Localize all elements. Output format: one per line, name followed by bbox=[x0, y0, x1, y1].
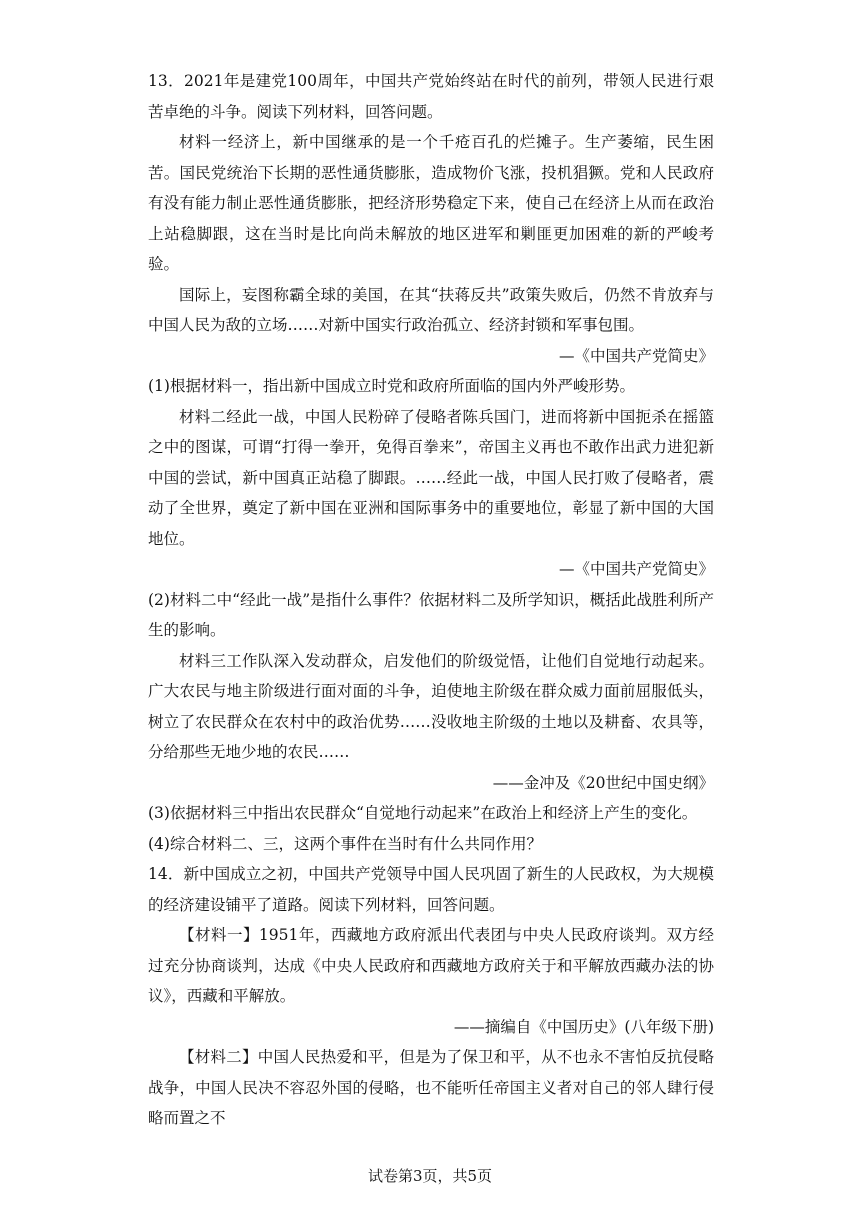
q14-stem: 14．新中国成立之初，中国共产党领导中国人民巩固了新生的人民政权，为大规模的经济建设铺平了道路。阅读下列材料，回答问题。 bbox=[148, 865, 714, 914]
q13-material-3-source: ——金冲及《20世纪中国史纲》 bbox=[492, 773, 714, 792]
q14-material-1: 【材料一】1951年，西藏地方政府派出代表团与中央人民政府谈判。双方经过充分协商谈判，达成《中央人民政府和西藏地方政府关于和平解放西藏办法的协议》，西藏和平解放。 bbox=[148, 926, 714, 1005]
q13-sub-question-2: (2)材料二中“经此一战”是指什么事件？依据材料二及所学知识，概括此战胜利所产生的影响。 bbox=[148, 590, 714, 639]
q14-material-2: 【材料二】中国人民热爱和平，但是为了保卫和平，从不也永不害怕反抗侵略战争，中国人民决不容忍外国的侵略，也不能听任帝国主义者对自己的邻人肆行侵略而置之不 bbox=[148, 1048, 714, 1127]
page-content bbox=[148, 66, 714, 1134]
q13-material-2: 材料二经此一战，中国人民粉碎了侵略者陈兵国门，进而将新中国扼杀在摇篮之中的图谋，可谓“打得一拳开，免得百拳来”，帝国主义再也不敢作出武力进犯新中国的尝试，新中国真正站稳了脚跟。……经此一战，中国人民打败了侵略者，震动了全世界，奠定了新中国在亚洲和国际事务中的重要地位，彰显了新中国的大国地位。 bbox=[148, 407, 714, 548]
q13-sub-question-4: (4)综合材料二、三，这两个事件在当时有什么共同作用？ bbox=[148, 834, 542, 853]
q14-material-1-source: ——摘编自《中国历史》(八年级下册) bbox=[453, 1017, 714, 1036]
q13-sub-question-3: (3)依据材料三中指出农民群众“自觉地行动起来”在政治上和经济上产生的变化。 bbox=[148, 804, 698, 822]
q13-sub-question-1: (1)根据材料一，指出新中国成立时党和政府所面临的国内外严峻形势。 bbox=[148, 377, 635, 395]
page-footer: 试卷第3页，共5页 bbox=[367, 1167, 493, 1185]
q13-material-2-source: —《中国共产党简史》 bbox=[558, 560, 714, 578]
q13-material-1-paragraph-2: 国际上，妄图称霸全球的美国，在其“扶蒋反共”政策失败后，仍然不肯放弃与中国人民为敌的立场……对新中国实行政治孤立、经济封锁和军事包围。 bbox=[148, 285, 714, 334]
q13-material-3: 材料三工作队深入发动群众，启发他们的阶级觉悟，让他们自觉地行动起来。广大农民与地主阶级进行面对面的斗争，迫使地主阶级在群众威力面前屈服低头，树立了农民群众在农村中的政治优势……没收地主阶级的土地以及耕畜、农具等，分给那些无地少地的农民…… bbox=[148, 651, 714, 761]
q13-material-1-paragraph-1: 材料一经济上，新中国继承的是一个千疮百孔的烂摊子。生产萎缩，民生困苦。国民党统治下长期的恶性通货膨胀，造成物价飞涨，投机猖獗。党和人民政府有没有能力制止恶性通货膨胀，把经济形势稳定下来，使自己在经济上从而在政治上站稳脚跟，这在当时是比向尚未解放的地区进军和剿匪更加困难的新的严峻考验。 bbox=[148, 133, 714, 273]
q13-material-1-source: —《中国共产党简史》 bbox=[558, 346, 714, 365]
q13-stem: 13．2021年是建党100周年，中国共产党始终站在时代的前列，带领人民进行艰苦卓绝的斗争。阅读下列材料，回答问题。 bbox=[148, 72, 714, 121]
